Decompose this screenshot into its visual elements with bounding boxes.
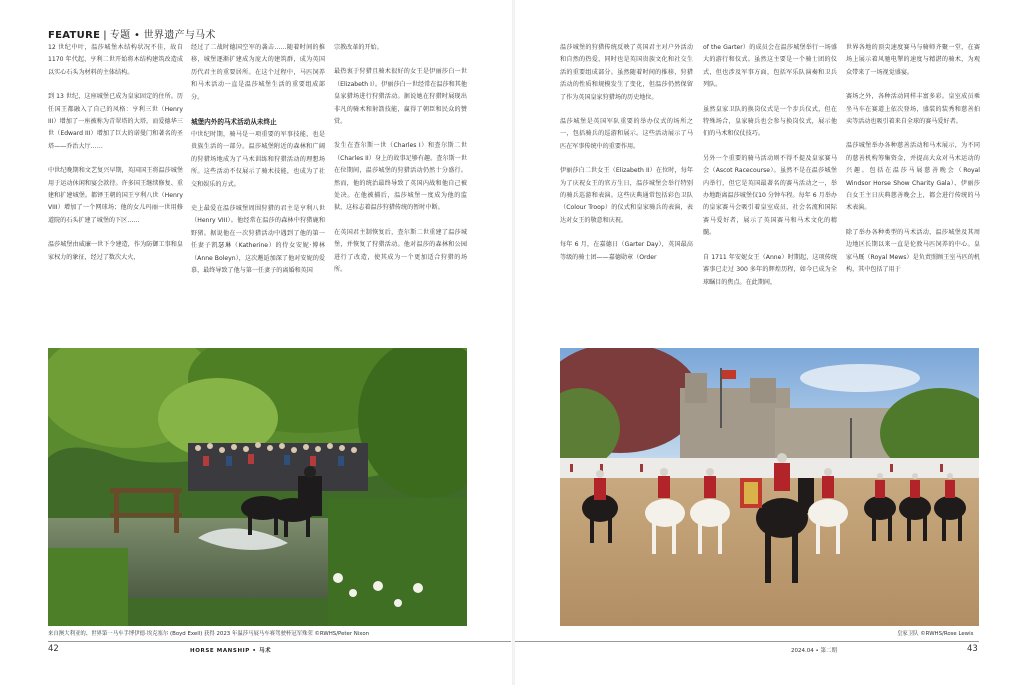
paragraph: 伊丽莎白二世女王（Elizabeth II）在位时，每年为了庆祝女王的官方生日，温莎城堡会举行特别的骑兵巡游和表演。这些庆典通常包括彩色卫队（Colour Troop）的仪式和皇家骑兵的表演，表达对女王的敬意和庆祝。 (560, 167, 693, 224)
right-page (515, 0, 1027, 685)
paragraph: 温莎城堡是英国军队重要的举办仪式的场所之一，包括骑兵的巡游和展示。这些活动展示了马匹在军事传统中的重要作用。 (560, 118, 693, 150)
paragraph: 最热衷于狩猎且骑术很好的女王是伊丽莎白一世（Elizabeth I）。伊丽莎白一世经常在温莎和其他皇家猎场进行狩猎活动。据说她在狩猎时展现出非凡的骑术和射箭技能，赢得了朝臣和民众的赞赏。 (334, 68, 467, 126)
left-column-1 (48, 42, 183, 338)
paragraph: 在英国君主制恢复后，查尔斯二世重建了温莎城堡，并恢复了狩猎活动。他对温莎的森林和公园进行了改造，使其成为一个更加适合狩猎的场所。 (334, 228, 467, 274)
paragraph: 温莎城堡举办各种慈善活动和马术展示，为不同的慈善机构筹集资金，并提高大众对马术运动的兴趣。包括在温莎马展慈善晚会（Royal Windsor Horse Show Charity Gala）、伊丽莎白女王主日庆典慈善晚会上，都会进行传统的马术表演。 (846, 142, 980, 212)
household-cavalry-photo (560, 348, 979, 626)
footer-rule (515, 641, 979, 642)
left-column-2 (191, 42, 325, 338)
paragraph: 温莎城堡由威廉一世下令建造，作为防御工事和皇家权力的象征，经过了数次大火， (48, 241, 183, 261)
issue-info: 2024.04 • 第二期 (791, 648, 837, 654)
header-separator: | (103, 30, 107, 41)
section-header (48, 26, 216, 41)
right-column-3 (846, 42, 980, 338)
carriage-driving-photo (48, 348, 467, 626)
paragraph: 每年 6 月，在嘉德日（Garter Day），英国最高等级的骑士团——嘉德勋章（Order (560, 241, 693, 261)
paragraph: 温莎城堡的狩猎传统反映了英国君主对户外活动和自然的热爱，同时也是英国贵族文化和社交生活的重要组成部分。虽然随着时间的推移，狩猎活动的性质和规模发生了变化，但温莎仍然保留了作为英国皇家狩猎场的历史地位。 (560, 44, 693, 101)
footer-rule (48, 641, 511, 642)
page-number-left: 42 (48, 644, 59, 654)
page-number-right: 43 (967, 644, 978, 654)
paragraph: 经过了二战时德国空军的袭击……随着时间的推移，城堡逐渐扩建成为庞大的建筑群，成为英国历代君主的重要居所。在这个过程中，马匹饲养和马术活动一直是温莎城堡生活的重要组成部分。 (191, 44, 325, 101)
paragraph: 赛场之外，各种活动同样丰富多彩。皇室成员乘坐马车在赛道上依次登场，盛装的装秀和慈善拍卖等活动也吸引着来自全球的赛马爱好者。 (846, 93, 980, 126)
paragraph: 除了举办各种类型的马术活动，温莎城堡及其周边地区长期以来一直是伦敦马匹饲养的中心。皇家马厩（Royal Mews）是负责照顾王室马匹的机构，其中包括了用于 (846, 228, 980, 274)
photo-caption: 来自澳大利亚的、世界第一马车手博伊德·埃克塞尔 (Boyd Exell) 获得 2023 年温莎马展马车赛驾驶杯冠军殊荣 ©RWHS/Peter Nixon (48, 631, 370, 637)
paragraph: 世界各地的顶尖速度赛马与骑师齐聚一堂，在赛场上展示着风驰电掣的速度与精湛的骑术，为观众带来了一场视觉盛宴。 (846, 44, 980, 76)
feature-label: FEATURE (48, 30, 101, 41)
left-column-3 (334, 42, 467, 338)
paragraph: 虽然皇家卫队的换岗仪式是一个步兵仪式，但在特殊场合，皇家骑兵也会参与换岗仪式，展示他们的马术和仪仗技巧。 (703, 105, 837, 138)
paragraph: 12 世纪中叶，温莎城堡木结构状况不佳，故自 1170 年代起，亨利二世开始将木结构建筑改造成以实心石头为材料的主体结构。 (48, 44, 183, 76)
paragraph: 自 1711 年安妮女王（Anne）时期起，这项传统赛事已走过 300 多年的辉煌历程，如今已成为全球瞩目的焦点。在此期间， (703, 253, 837, 286)
photo-caption: 皇家卫队 ©RWHS/Rose Lewis (897, 631, 974, 637)
right-column-1 (560, 42, 693, 338)
left-page (0, 0, 512, 685)
magazine-name: HORSE MANSHIP • 马术 (190, 648, 272, 654)
paragraph: 到 13 世纪，这座城堡已成为皇家固定的住所。历任国王都融入了自己的风格：亨利三世（Henry III）增加了一座被称为青翠塔的大塔，而爱德华三世（Edward III）增加了巨大的诺曼门和著名的圣塔——乔治大厅…… (48, 93, 183, 150)
paragraph: 另外一个重要的骑马活动则不得不提及皇家赛马会（Ascot Racecourse）。虽然不是在温莎城堡内举行，但它是英国最著名的赛马活动之一，举办地距离温莎城堡仅10 分钟车程。每年 6 月举办的皇家赛马会吸引着皇室成员、社会名流和国际赛马爱好者，展示了英国赛马和马术文化的精髓。 (703, 154, 837, 237)
paragraph: 发生在查尔斯一世（Charles I）和查尔斯二世（Charles II）身上的故事足够有趣。查尔斯一世在位期间，温莎城堡的狩猎活动仍然十分盛行。然而，他的统治最终导致了英国内战和他自己被处决。在他被捕后，温莎城堡一度成为他的监狱，这标志着温莎狩猎传统的暂时中断。 (334, 142, 467, 212)
paragraph: 史上最爱在温莎城堡周围狩猎的君主是亨利八世（Henry VIII）。他经常在温莎的森林中狩猎鹿和野猪。据说他在一次狩猎活动中遇到了他的第一任妻子凯瑟琳（Katherine）的侍女安妮·博林（Anne Boleyn），这次邂逅加深了他对安妮的爱慕，最终导致了他与第一任妻子的离婚和英国 (191, 205, 325, 275)
subheading: 城堡内外的马术活动从未终止 (191, 118, 277, 127)
right-column-2 (703, 42, 837, 338)
paragraph: of the Garter）的成员会在温莎城堡举行一场盛大的游行和仪式。虽然这主要是一个骑士团的仪式，但也涉及军事方面，包括军乐队演奏和卫兵列队。 (703, 44, 837, 89)
paragraph: 中世纪晚期和文艺复兴早期，英国国王将温莎城堡用于运动休闲和宴会款待。许多国王继续修复、重建和扩建城堡。都铎王朝的国王亨利八世（Henry VIII）增加了一个网球场；他的女儿玛丽一世用修道院的石头扩建了城堡的下区…… (48, 167, 183, 224)
paragraph: 中世纪时期，骑马是一项重要的军事技能，也是贵族生活的一部分。温莎城堡附近的森林和广阔的狩猎场地成为了马术训练和狩猎活动的理想场所。这些活动不仅展示了骑术技能，也成为了社交和娱乐的方式。 (191, 131, 325, 188)
paragraph: 宗教改革的开始。 (334, 44, 383, 51)
section-title: 专题 • 世界遗产与马术 (109, 30, 216, 41)
